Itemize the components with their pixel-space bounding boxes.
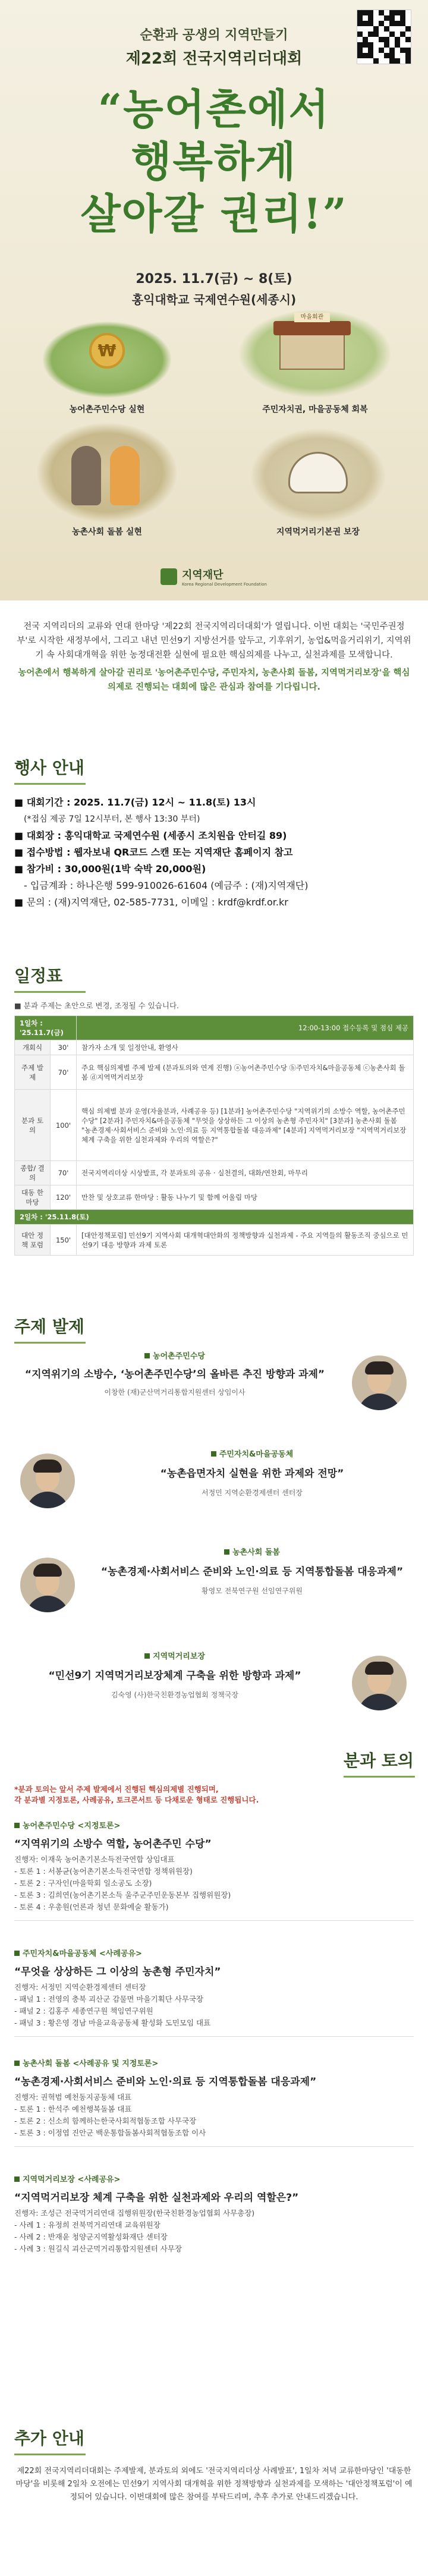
group-tag: 지역먹거리보장 <사례공유> (14, 2173, 414, 2184)
keynote-section (0, 1314, 428, 1338)
discussion-group (14, 1947, 414, 2044)
headline (0, 83, 428, 240)
speaker-photo (20, 1454, 75, 1508)
divider (14, 2146, 414, 2147)
house-icon (279, 333, 345, 370)
illustration-village (238, 309, 392, 398)
group-line: - 토론 1 : 서봉균(농어촌기본소득전국연합 정책위원장) (14, 1867, 193, 1876)
group-line: - 사례 2 : 반재윤 청양군지역활성화재단 센터장 (14, 2232, 168, 2241)
tag-square-icon (14, 2176, 20, 2182)
tag-square-icon (211, 1451, 216, 1457)
roof-icon (273, 321, 351, 335)
talk-tag: 농촌사회 돌봄 (92, 1546, 413, 1557)
discussion-notes (14, 1784, 414, 1805)
intro-paragraph-2: 농어촌에서 행복하게 살아갈 권리로 '농어촌주민수당, 주민자치, 농촌사회 돌봄, 지역먹거리보장'을 핵심의제로 진행되는 대회에 많은 관심과 참여를 기다립니다. (18, 668, 410, 692)
discussion-group (14, 1819, 414, 1928)
group-line: 진행자: 이재욱 농어촌기본소득전국연합 상임대표 (14, 1855, 175, 1864)
illustration-label-3: 농촌사회 돌봄 실현 (72, 527, 142, 537)
group-title: “농촌경제·사회서비스 준비와 노인·의료 등 지역통합돌봄 대응과제” (14, 2076, 317, 2088)
tag-square-icon (144, 1653, 150, 1659)
keynote-title: 주제 발제 (14, 1314, 414, 1338)
talk-speaker: 김숙영 (사)한국친환경농업협회 정책국장 (111, 1691, 239, 1699)
discussion-group (14, 2173, 414, 2255)
rice-bowl-icon (288, 452, 348, 493)
guide-item: - 입금계좌 : 하나은행 599-910026-61604 (예금주 : (재)지역재단) (24, 880, 309, 891)
talk-text (14, 1650, 335, 1700)
tag-square-icon (14, 1951, 20, 1956)
discussion-note-2: 각 분과별 지정토론, 사례공유, 토크콘서트 등 다채로운 형태로 진행됩니다. (14, 1795, 259, 1804)
guide-item: ■ 대회기간 : 2025. 11.7(금) 12시 ~ 11.8(토) 13시 (14, 797, 256, 808)
illustration-food (250, 428, 386, 523)
illustration-label-2: 주민자치권, 마을공동체 회복 (262, 405, 368, 414)
talk-text (92, 1448, 413, 1498)
discussion-group (14, 2057, 414, 2154)
talk-tag: 농어촌주민수당 (14, 1350, 335, 1361)
talk-text (14, 1350, 335, 1397)
table-row: 대동 한마당 120' 만찬 및 상호교류 한마당 : 활동 나누기 및 함께 어울림 마당 (15, 1185, 414, 1210)
headline-line-3: 살아갈 권리!” (80, 189, 348, 238)
table-row: 개회식 30' 참가자 소개 및 일정안내, 환영사 (15, 1040, 414, 1055)
extra-title: 추가 안내 (14, 2426, 414, 2449)
illustration-care (36, 422, 178, 523)
group-line: - 사례 3 : 원길식 괴산군먹거리통합지원센터 사무장 (14, 2244, 182, 2253)
village-sign: 마을회관 (294, 313, 330, 322)
schedule-section (0, 963, 428, 1256)
tag-square-icon (224, 1549, 229, 1555)
group-line: - 사례 1 : 유정희 전북먹거리연대 교육위원장 (14, 2220, 160, 2229)
talk-speaker: 황영모 전북연구원 선임연구위원 (202, 1587, 303, 1595)
talk-tag: 지역먹거리보장 (14, 1650, 335, 1661)
group-line: - 토론 2 : 구자인(마을학회 일소공도 소장) (14, 1879, 152, 1888)
headline-line-1: “농어촌에서 (97, 84, 331, 134)
headline-line-2: 행복하게 (131, 137, 297, 186)
event-date: 2025. 11.7(금) ~ 8(토) (136, 272, 292, 287)
logo-subtitle: Korea Regional Development Foundation (182, 582, 267, 587)
group-line: - 패널 3 : 황은영 경남 마을교육공동체 활성화 도민모임 대표 (14, 2018, 211, 2027)
schedule-note: ■ 분과 주제는 초안으로 변경, 조정될 수 있습니다. (14, 1001, 179, 1010)
speaker-photo (352, 1656, 407, 1710)
group-line: - 토론 1 : 한석주 예천행복돌봄 대표 (14, 2105, 132, 2113)
keynote-talk (14, 1350, 414, 1439)
event-name: 제22회 전국지역리더대회 (125, 50, 303, 68)
divider (14, 1920, 414, 1921)
guide-item: (*접심 제공 7일 12시부터, 본 행사 13:30 부터) (24, 814, 200, 824)
talk-tag: 주민자치&마을공동체 (92, 1448, 413, 1459)
logo-mark-icon (160, 568, 177, 585)
group-line: - 패널 2 : 김홍주 세종연구원 책임연구위원 (14, 2006, 153, 2015)
logo-name: 지역재단 (182, 569, 224, 581)
group-line: 진행자: 서정민 지역순환경제센터 센터장 (14, 1983, 146, 1992)
day1-header: 1일차 : '25.11.7(금) (15, 1016, 77, 1040)
guide-item: ■ 접수방법 : 웹자보내 QR코드 스캔 또는 지역재단 홈페이지 참고 (14, 847, 293, 858)
caregiver-figure (110, 446, 140, 505)
schedule-table (14, 1015, 414, 1256)
talk-title: “농촌경제·사회서비스 준비와 노인·의료 등 지역통합돌봄 대응과제” (100, 1566, 404, 1578)
elder-figure (71, 446, 101, 505)
tag-square-icon (144, 1353, 150, 1358)
keynote-talk (14, 1546, 414, 1641)
hero-section (0, 0, 428, 600)
schedule-title: 일정표 (14, 963, 414, 987)
tag-square-icon (14, 1823, 20, 1828)
table-row: 주제 발제 70' 주요 핵심의제별 주제 발제 (분과토의와 연계 진행) ⓐ농어촌주민수당 ⓑ주민자치&마을공동체 ⓒ농촌사회 돌봄 ⓓ지역먹거리보장 (15, 1055, 414, 1090)
talk-title: “농촌읍면자치 실현을 위한 과제와 전망” (160, 1468, 344, 1480)
coin-icon: ₩ (89, 333, 125, 369)
intro-paragraph-1: 전국 지역리더의 교류와 연대 한마당 '제22회 전국지역리더대회'가 열립니다. 이번 대회는 '국민주권정부'로 시작한 새정부에서, 그리고 내년 민선9기 지방선거를 앞두고, 기후위기, 농업&먹을거리위기, 지역위기 속 사회대개혁을 위한 농정대전환 실현에 필요한 핵심의제를 나누고, 실천과제를 모색합니다. (17, 622, 411, 660)
talk-speaker: 이창한 (재)군산먹거리통합지원센터 상임이사 (104, 1388, 246, 1396)
group-tag: 농어촌주민수당 <지정토론> (14, 1819, 414, 1830)
guide-title: 행사 안내 (14, 755, 414, 779)
group-line: - 토론 2 : 신소희 함께하는한국사회적협동조합 사무국장 (14, 2116, 197, 2125)
group-line: 진행자: 권혁범 예천동지공동체 대표 (14, 2093, 132, 2102)
intro-text (0, 600, 428, 694)
discussion-header (0, 1748, 428, 1772)
keynote-talk (14, 1448, 414, 1537)
group-tag: 농촌사회 돌봄 <사례공유 및 지정토론> (14, 2057, 414, 2068)
contact-info[interactable]: ■ 문의 : (재)지역재단, 02-585-7731, 이메일 : krdf@krdf.or.kr (14, 897, 288, 908)
illustration-label-1: 농어촌주민수당 실현 (69, 405, 145, 414)
group-title: “무엇을 상상하든 그 이상의 농촌형 주민자치” (14, 1966, 221, 1978)
illustration-label-4: 지역먹거리기본권 보장 (276, 527, 360, 537)
group-title: “지역위기의 소방수 역할, 농어촌주민 수당” (14, 1838, 212, 1850)
illustration-coin-field (42, 321, 172, 398)
group-title: “지역먹거리보장 체계 구축을 위한 실천과제와 우리의 역할은?” (14, 2192, 299, 2204)
day1-registration: 12:00-13:00 접수등록 및 점심 제공 (77, 1016, 414, 1040)
foundation-logo (160, 566, 268, 587)
table-row: 대안 정책 포럼 150' [대안정책포럼] 민선9기 지역사회 대개혁대안화의 정책방향과 실천과제 - 주요 지역들의 활동조직 중심으로 민선9기 대응 방향과 과제 토론 (15, 1225, 414, 1256)
talk-speaker: 서정민 지역순환경제센터 센터장 (202, 1489, 303, 1497)
discussion-title: 분과 토의 (344, 1748, 414, 1772)
group-line: 진행자: 조성근 전국먹거리연대 집행위원장(한국친환경농업협회 사무총장) (14, 2209, 255, 2218)
group-line: - 토론 4 : 우총원(언론과 청년 문화예술 활동가) (14, 1902, 169, 1911)
talk-text (92, 1546, 413, 1596)
guide-item: ■ 대회장 : 홍익대학교 국제연수원 (세종시 조치원읍 안터길 89) (14, 830, 287, 841)
tag-square-icon (14, 2061, 20, 2066)
table-row: 분과 토의 100' 핵심 의제별 분과 운영(자율분과, 사례공유 등) [1분과] 농어촌주민수당 "지역위기의 소방수 역할, 농어촌주민 수당" [2분과] 주민자치&마을공동체 "무엇을 상상하든 그 이상의 농촌형 주민자치" [3분과] 농촌사회 돌봄 "농촌경제·사회서비스 준비와 노인·의료 등 지역통합돌봄 대응과제" [4분과] 지역먹거리보장 "지역먹거리보장 체계 구축을 위한 실천과제와 우리의 역할은?" (15, 1090, 414, 1161)
extra-section (0, 2426, 428, 2504)
talk-title: “민선9기 지역먹거리보장체계 구축을 위한 방향과 과제” (48, 1670, 301, 1682)
hero-kicker: 순환과 공생의 지역만들기 (140, 28, 288, 43)
group-line: - 토론 3 : 이정엽 진안군 백운통합돌봄사회적협동조합 이사 (14, 2128, 206, 2137)
group-tag: 주민자치&마을공동체 <사례공유> (14, 1947, 414, 1958)
talk-title: “지역위기의 소방수, ‘농어촌주민수당’의 올바른 추진 방향과 과제” (24, 1369, 325, 1380)
extra-text: 제22회 전국지역리더대회는 주제발제, 분과토의 외에도 '전국지역리더상 사례발표', 1일차 저녁 교류한마당인 '대동한마당'을 비롯해 2일차 오전에는 민선9기 지역사회 대개혁을 위한 정책방향과 실천과제를 모색하는 '대안정책포럼'이 예정되어 있습니다. 이번대회에 많은 참여를 부탁드리며, 추후 추가로 안내드리겠습니다. (15, 2467, 413, 2502)
day2-header: 2일차 : '25.11.8(토) (15, 1210, 414, 1225)
group-line: - 토론 3 : 김희연(농어촌기본소득 울주군주민운동본부 집행위원장) (14, 1891, 231, 1899)
keynote-talk (14, 1650, 414, 1739)
speaker-photo (352, 1355, 407, 1410)
divider (14, 2036, 414, 2037)
table-row: 종합/ 결의 70' 전국지역리더상 시상발표, 각 분과토의 공유 · 실천결의, 대화/연찬회, 마무리 (15, 1161, 414, 1185)
discussion-note-1: *분과 토의는 앞서 주제 발제에서 진행된 핵심의제별 진행되며, (14, 1785, 219, 1794)
guide-section (0, 755, 428, 911)
event-venue: 홍익대학교 국제연수원(세종시) (131, 292, 297, 307)
group-line: - 패널 1 : 전영의 충북 괴산군 감물면 마을기획단 사무국장 (14, 1995, 204, 2003)
guide-item: ■ 참가비 : 30,000원(1박 숙박 20,000원) (14, 863, 206, 875)
speaker-photo (20, 1558, 75, 1612)
